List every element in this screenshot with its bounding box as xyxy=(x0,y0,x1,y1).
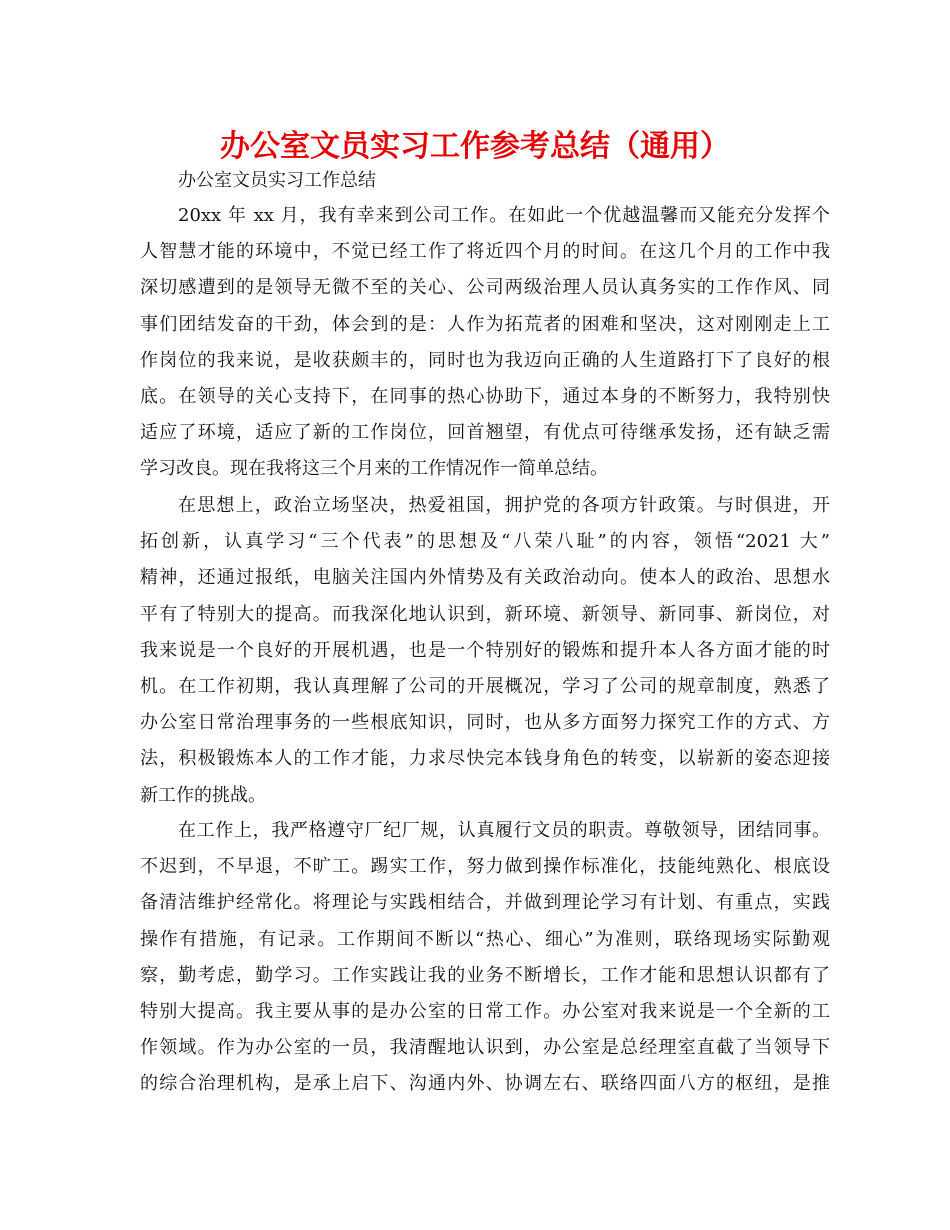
paragraph-2 xyxy=(140,488,830,814)
text-line: 拓创新，认真学习“三个代表”的思想及“八荣八耻”的内容，领悟“2021 大” xyxy=(140,531,830,553)
text-line: 的综合治理机构，是承上启下、沟通内外、协调左右、联络四面八方的枢纽，是推 xyxy=(140,1073,830,1095)
text-line: 特别大提高。我主要从事的是办公室的日常工作。办公室对我来说是一个全新的工 xyxy=(140,1000,830,1022)
text-line: 平有了特别大的提高。而我深化地认识到，新环境、新领导、新同事、新岗位，对 xyxy=(140,603,830,625)
text-line: 在思想上，政治立场坚决，热爱祖国，拥护党的各项方针政策。与时俱进，开 xyxy=(178,495,830,516)
text-line: 20xx 年 xx 月，我有幸来到公司工作。在如此一个优越温馨而又能充分发挥个 xyxy=(178,205,830,226)
text-line: 办公室日常治理事务的一些根底知识，同时，也从多方面努力探究工作的方式、方 xyxy=(140,712,830,734)
text-line: 在工作上，我严格遵守厂纪厂规，认真履行文员的职责。尊敬领导，团结同事。 xyxy=(178,820,830,841)
text-line: 适应了环境，适应了新的工作岗位，回首翘望，有优点可待继承发扬，还有缺乏需 xyxy=(140,422,830,444)
text-line: 作领域。作为办公室的一员，我清醒地认识到，办公室是总经理室直截了当领导下 xyxy=(140,1037,830,1059)
text-line: 深切感遭到的是领导无微不至的关心、公司两级治理人员认真务实的工作作风、同 xyxy=(140,277,830,299)
text-line: 不迟到，不早退，不旷工。踢实工作，努力做到操作标准化，技能纯熟化、根底设 xyxy=(140,856,830,878)
text-line: 精神，还通过报纸，电脑关注国内外情势及有关政治动向。使本人的政治、思想水 xyxy=(140,567,830,589)
text-line: 新工作的挑战。 xyxy=(140,784,266,806)
paragraph-3 xyxy=(140,813,830,1103)
text-line: 我来说是一个良好的开展机遇，也是一个特别好的锻炼和提升本人各方面才能的时 xyxy=(140,639,830,661)
text-line: 作岗位的我来说，是收获颇丰的，同时也为我迈向正确的人生道路打下了良好的根 xyxy=(140,349,830,371)
text-line: 法，积极锻炼本人的工作才能，力求尽快完本钱身角色的转变，以崭新的姿态迎接 xyxy=(140,748,830,770)
text-line: 操作有措施，有记录。工作期间不断以“热心、细心”为准则，联络现场实际勤观 xyxy=(140,928,830,950)
text-line: 人智慧才能的环境中，不觉已经工作了将近四个月的时间。在这几个月的工作中我 xyxy=(140,241,830,263)
text-line: 备清洁维护经常化。将理论与实践相结合，并做到理论学习有计划、有重点，实践 xyxy=(140,892,830,914)
text-line: 事们团结发奋的干劲，体会到的是：人作为拓荒者的困难和坚决，这对刚刚走上工 xyxy=(140,313,830,335)
text-line: 学习改良。现在我将这三个月来的工作情况作一简单总结。 xyxy=(140,458,608,480)
document-subtitle: 办公室文员实习工作总结 xyxy=(178,170,376,191)
document-title: 办公室文员实习工作参考总结（通用） xyxy=(220,129,730,164)
text-line: 察，勤考虑，勤学习。工作实践让我的业务不断增长，工作才能和思想认识都有了 xyxy=(140,964,830,986)
paragraph-1 xyxy=(140,198,830,488)
text-line: 机。在工作初期，我认真理解了公司的开展概况，学习了公司的规章制度，熟悉了 xyxy=(140,675,830,697)
text-line: 底。在领导的关心支持下，在同事的热心协助下，通过本身的不断努力，我特别快 xyxy=(140,385,830,407)
